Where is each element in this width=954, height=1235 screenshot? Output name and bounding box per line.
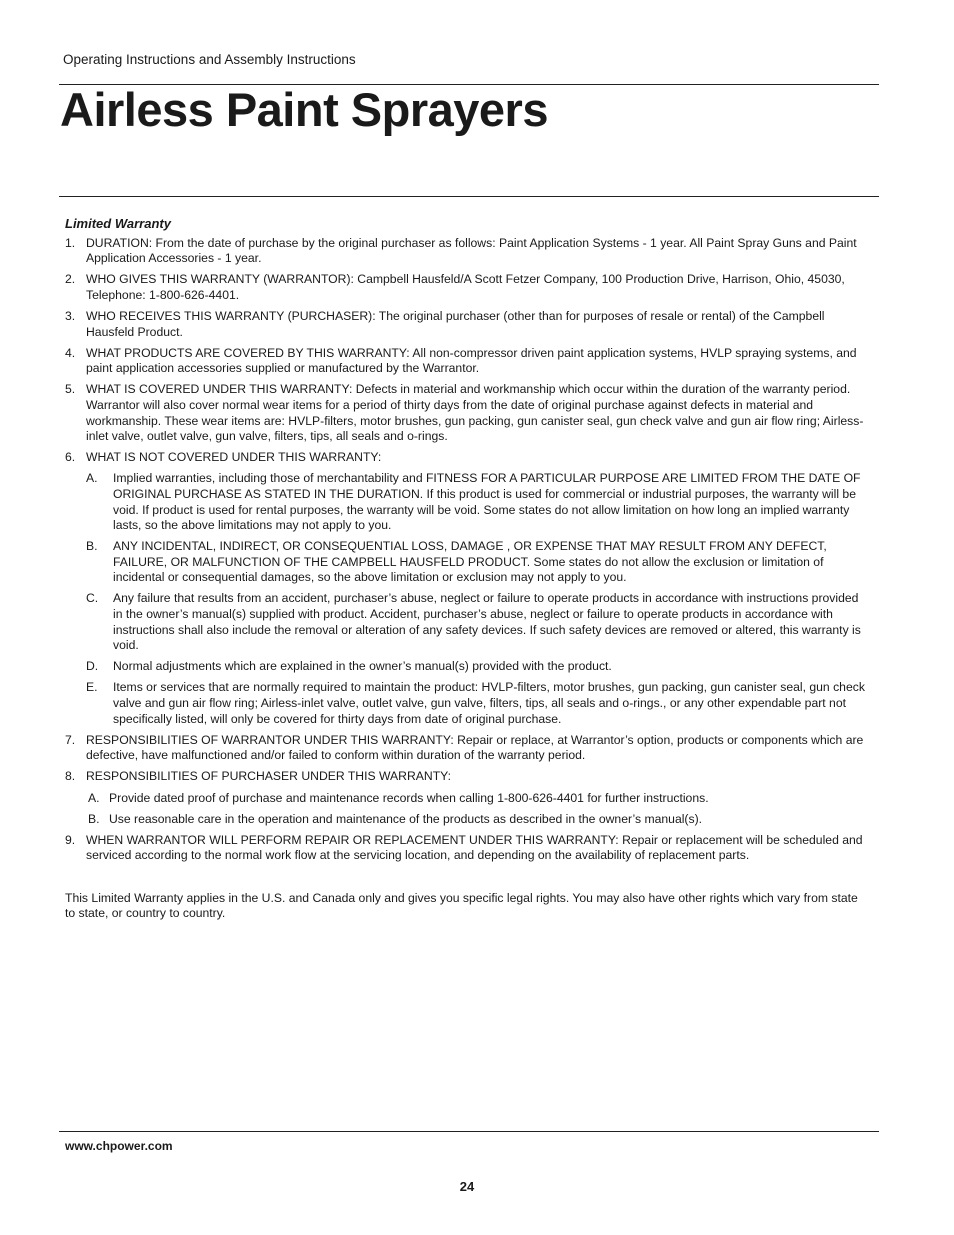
list-item bbox=[65, 833, 871, 864]
list-item bbox=[65, 769, 871, 785]
item-text: RESPONSIBILITIES OF PURCHASER UNDER THIS WARRANTY: bbox=[86, 769, 452, 784]
sub-list-item bbox=[65, 812, 871, 828]
sub-item-text: Provide dated proof of purchase and maintenance records when calling 1-800-626-4401 for further instructions. bbox=[109, 790, 709, 805]
item-text: WHAT PRODUCTS ARE COVERED BY THIS WARRANTY: All non-compressor driven paint application systems, HVLP spraying systems, and paint application accessories supplied or manufactured by the Warrantor. bbox=[86, 345, 857, 376]
item-text: WHO RECEIVES THIS WARRANTY (PURCHASER): The original purchaser (other than for purposes of resale or rental) of the Campbell Hausfeld Product. bbox=[86, 308, 825, 339]
sub-list-item bbox=[65, 591, 871, 653]
warranty-content bbox=[65, 216, 871, 922]
list-item bbox=[65, 272, 871, 303]
section-heading: Limited Warranty bbox=[65, 216, 171, 231]
item-number: 5. bbox=[65, 382, 76, 397]
sub-item-text: Use reasonable care in the operation and maintenance of the products as described in the owner’s manual(s). bbox=[109, 811, 703, 826]
sub-item-letter: D. bbox=[86, 659, 99, 674]
sub-item-text: Normal adjustments which are explained in the owner’s manual(s) provided with the product. bbox=[113, 659, 612, 674]
footer-url: www.chpower.com bbox=[65, 1139, 173, 1153]
list-item bbox=[65, 309, 871, 340]
list-item bbox=[65, 450, 871, 466]
sub-list-item bbox=[65, 680, 871, 727]
list-item bbox=[65, 733, 871, 764]
item-text: DURATION: From the date of purchase by the original purchaser as follows: Paint Application Systems - 1 year. All Paint Spray Guns and Paint Application Accessories - 1 year. bbox=[86, 235, 857, 266]
item-number: 8. bbox=[65, 769, 76, 784]
sub-item-letter: B. bbox=[86, 539, 98, 554]
page-title: Airless Paint Sprayers bbox=[60, 83, 548, 136]
item-text: WHEN WARRANTOR WILL PERFORM REPAIR OR REPLACEMENT UNDER THIS WARRANTY: Repair or replacement will be scheduled and serviced according to the normal work flow at the servicing location, and depending on the availability of replacement parts. bbox=[86, 832, 863, 863]
sub-list-item bbox=[65, 659, 871, 675]
item-number: 1. bbox=[65, 235, 76, 250]
sub-item-letter: C. bbox=[86, 591, 99, 606]
sub-item-text: Any failure that results from an accident, purchaser’s abuse, neglect or failure to operate products in accordance with instructions provided in the owner’s manual(s) supplied with product. Accident, purchaser’s abuse, neglect or failure to operate products in accordance with instructions shall also include the removal or alteration of any safety devices. If such safety devices are removed or altered, this warranty is void. bbox=[113, 591, 861, 653]
sub-item-letter: E. bbox=[86, 680, 98, 695]
sub-item-text: Items or services that are normally required to maintain the product: HVLP-filters, motor brushes, gun packing, gun canister seal, gun check valve and gun air flow ring; Airless-inlet valve, outlet valve, gun valve, filters, tips, all seals and o-rings., or any other expendable part not specifically listed, will only be covered for thirty days from date of original purchase. bbox=[113, 680, 865, 726]
sub-list-item bbox=[65, 791, 871, 807]
item-number: 3. bbox=[65, 308, 76, 323]
page-number: 24 bbox=[459, 1179, 475, 1194]
sub-list-item bbox=[65, 539, 871, 586]
list-item bbox=[65, 382, 871, 444]
sub-item-text: Implied warranties, including those of merchantability and FITNESS FOR A PARTICULAR PURPOSE ARE LIMITED FROM THE DATE OF ORIGINAL PURCHASE AS STATED IN THE DURATION. If this product is used for commercial or industrial purposes, the warranty will be void. If product is used for rental purposes, the warranty will be void. Some states do not allow limitation on how long an implied warranty lasts, so the above limitations may not apply to you. bbox=[113, 471, 861, 533]
list-item bbox=[65, 346, 871, 377]
sub-item-letter: A. bbox=[88, 790, 100, 805]
item-text: WHAT IS COVERED UNDER THIS WARRANTY: Defects in material and workmanship which occur within the duration of the warranty period. Warrantor will also cover normal wear items for a period of thirty days from the date of original purchase against defects in material and workmanship. These wear items are: HVLP-filters, motor brushes, gun packing, gun canister seal, gun check valve and gun air flow ring; Airless-inlet valve, outlet valve, gun valve, filters, tips, all seals and o-rings. bbox=[86, 382, 864, 444]
item-text: WHO GIVES THIS WARRANTY (WARRANTOR): Campbell Hausfeld/A Scott Fetzer Company, 100 Production Drive, Harrison, Ohio, 45030, Telephone: 1-800-626-4401. bbox=[86, 272, 845, 302]
sub-item-text: ANY INCIDENTAL, INDIRECT, OR CONSEQUENTIAL LOSS, DAMAGE , OR EXPENSE THAT MAY RESULT FROM ANY DEFECT, FAILURE, OR MALFUNCTION OF THE CAMPBELL HAUSFELD PRODUCT. Some states do not allow the exclusion or limitation of incidental or consequential damages, so the above limitation or exclusion may not apply to you. bbox=[113, 539, 827, 585]
item-number: 9. bbox=[65, 832, 76, 847]
item-number: 7. bbox=[65, 732, 76, 747]
item-number: 2. bbox=[65, 272, 76, 287]
sub-item-letter: B. bbox=[88, 811, 100, 826]
footer-rule bbox=[59, 1131, 879, 1132]
header-rule-bottom bbox=[59, 196, 879, 197]
sub-list-item bbox=[65, 471, 871, 533]
item-text: RESPONSIBILITIES OF WARRANTOR UNDER THIS WARRANTY: Repair or replace, at Warrantor’s option, products or components which are defective, have malfunctioned and/or failed to conform within duration of the warranty period. bbox=[86, 732, 864, 763]
closing-paragraph: This Limited Warranty applies in the U.S. and Canada only and gives you specific legal rights. You may also have other rights which vary from state to state, or country to country. bbox=[65, 890, 858, 921]
item-number: 4. bbox=[65, 345, 76, 360]
item-number: 6. bbox=[65, 450, 76, 465]
sub-item-letter: A. bbox=[86, 471, 98, 486]
list-item bbox=[65, 236, 871, 267]
header-label: Operating Instructions and Assembly Instructions bbox=[63, 52, 356, 67]
item-text: WHAT IS NOT COVERED UNDER THIS WARRANTY: bbox=[86, 450, 382, 465]
